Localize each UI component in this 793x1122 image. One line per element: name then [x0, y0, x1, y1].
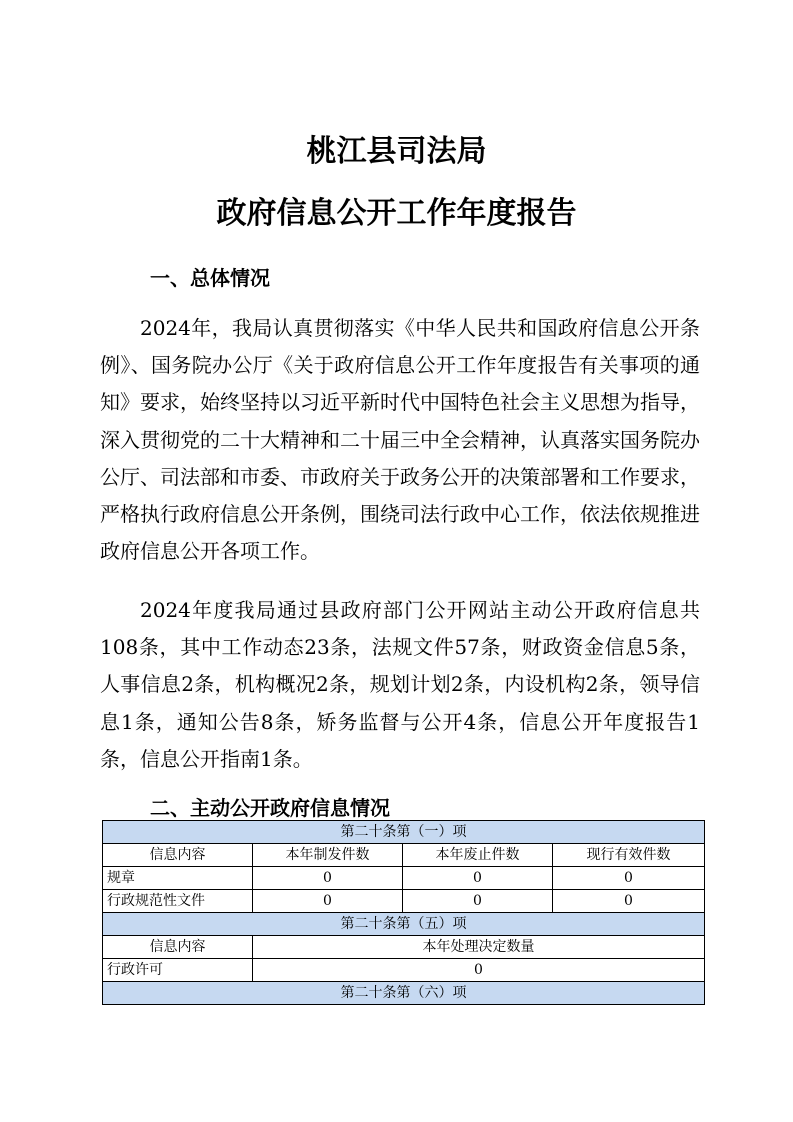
row-label-cell: 行政许可	[103, 959, 253, 982]
table-section-row	[103, 913, 705, 936]
section-title-cell: 第二十条第（六）项	[103, 982, 705, 1005]
row-label-cell: 规章	[103, 867, 253, 890]
document-title: 桃江县司法局	[306, 134, 487, 169]
section-heading-overview: 一、总体情况	[150, 266, 270, 290]
header-cell: 本年处理决定数量	[253, 936, 705, 959]
section-title-cell: 第二十条第（五）项	[103, 913, 705, 936]
section-title-cell: 第二十条第（一）项	[103, 821, 705, 844]
table-row	[103, 867, 705, 890]
overview-paragraph-2: 2024年度我局通过县政府部门公开网站主动公开政府信息共108条，其中工作动态23条，法规文件57条，财政资金信息5条，人事信息2条，机构概况2条，规划计划2条，内设机构2条，领导信息1条，通知公告8条，矫务监督与公开4条，信息公开年度报告1条，信息公开指南1条。	[100, 598, 700, 771]
row-label-cell: 行政规范性文件	[103, 890, 253, 913]
table-section-row	[103, 821, 705, 844]
document-subtitle: 政府信息公开工作年度报告	[216, 196, 577, 231]
value-cell: 0	[403, 867, 553, 890]
table-section-row	[103, 982, 705, 1005]
section-heading-disclosure: 二、主动公开政府信息情况	[150, 796, 390, 820]
table-row	[103, 959, 705, 982]
value-cell: 0	[553, 867, 705, 890]
header-cell: 信息内容	[103, 936, 253, 959]
table-header-row	[103, 936, 705, 959]
header-cell: 本年制发件数	[253, 844, 403, 867]
value-cell: 0	[253, 959, 705, 982]
value-cell: 0	[403, 890, 553, 913]
header-cell: 本年废止件数	[403, 844, 553, 867]
value-cell: 0	[253, 890, 403, 913]
table-row	[103, 890, 705, 913]
header-cell: 现行有效件数	[553, 844, 705, 867]
disclosure-table	[102, 820, 705, 1005]
value-cell: 0	[253, 867, 403, 890]
header-cell: 信息内容	[103, 844, 253, 867]
table-header-row	[103, 844, 705, 867]
value-cell: 0	[553, 890, 705, 913]
overview-paragraph-1: 2024年，我局认真贯彻落实《中华人民共和国政府信息公开条例》、国务院办公厅《关于政府信息公开工作年度报告有关事项的通知》要求，始终坚持以习近平新时代中国特色社会主义思想为指导，深入贯彻党的二十大精神和二十届三中全会精神，认真落实国务院办公厅、司法部和市委、市政府关于政务公开的决策部署和工作要求，严格执行政府信息公开条例，围绕司法行政中心工作，依法依规推进政府信息公开各项工作。	[100, 316, 700, 564]
